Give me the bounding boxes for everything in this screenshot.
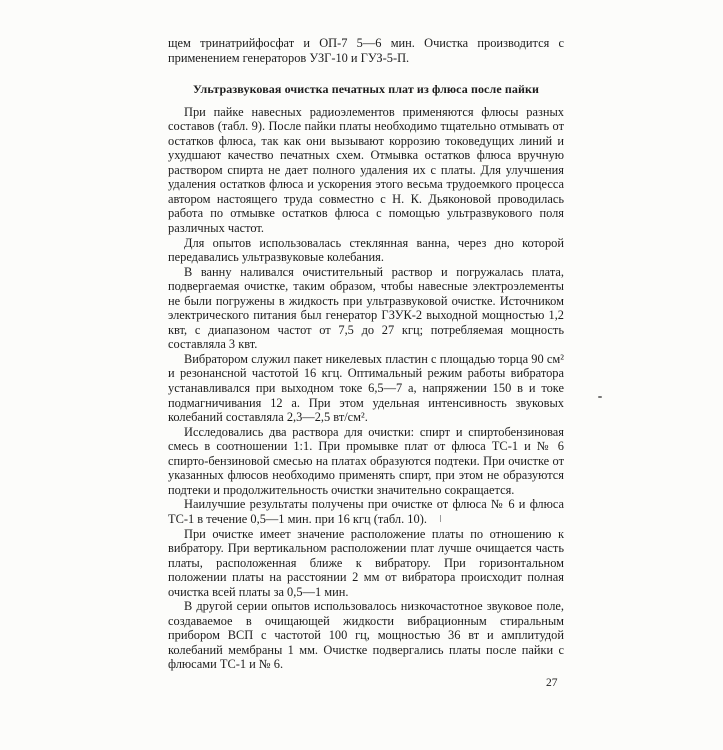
paragraph-6: Наилучшие результаты получены при очистке от флюса № 6 и флюса ТС-1 в течение 0,5—1 мин. при 16 кгц (табл. 10). xyxy=(168,497,564,526)
paragraph-3: В ванну наливался очистительный раствор и погружалась плата, подвергаемая очистке, таким образом, чтобы навесные электроэлементы не были погружены в жидкость при ультразвуковой очистке. Источником электрического питания был генератор ГЗУК-2 выходной мощностью 1,2 квт, с диапазоном частот от 7,5 до 27 кгц; потребляемая мощность составляла 3 квт. xyxy=(168,264,564,352)
paragraph-7: При очистке имеет значение расположение платы по отношению к вибратору. При вертикальном расположении плат лучше очищается часть платы, расположенная ближе к вибратору. При горизонтальном положении платы на расстоянии 2 мм от вибратора происходит полная очистка всей платы за 0,5—1 мин. xyxy=(168,526,564,599)
paragraph-2: Для опытов использовалась стеклянная ванна, через дно которой передавались ультразвуковые колебания. xyxy=(168,235,564,265)
text-column xyxy=(168,36,564,672)
paragraph-4: Вибратором служил пакет никелевых пластин с площадью торца 90 см² и резонансной частотой 16 кгц. Оптимальный режим работы вибратора устанавливался при выходном токе 6,5—7 а, напряжении 150 в и токе подмагничивания 12 а. При этом удельная интенсивность звуковых колебаний составляла 2,3—2,5 вт/см². xyxy=(168,351,564,425)
paragraph-8: В другой серии опытов использовалось низкочастотное звуковое поле, создаваемое в очищающей жидкости вибрационным стиральным прибором ВСП с частотой 100 гц, мощностью 36 вт и амплитудой колебаний мембраны 1 мм. Очистке подвергались платы после пайки с флюсами ТС-1 и № 6. xyxy=(168,599,564,672)
paragraph-5: Исследовались два раствора для очистки: спирт и спиртобензиновая смесь в соотношении 1:1. При промывке плат от флюса ТС-1 и № 6 спирто-бензиновой смесью на платах образуются подтеки. При очистке от указанных флюсов необходимо применять спирт, при этом не образуются подтеки и продолжительность очистки значительно сокращается. xyxy=(168,424,564,497)
section-heading: Ультразвуковая очистка печатных плат из флюса после пайки xyxy=(192,82,539,97)
scan-mark-tick xyxy=(440,515,441,522)
continued-paragraph: щем тринатрийфосфат и ОП-7 5—6 мин. Очистка производится с применением генераторов УЗГ-10 и ГУЗ-5-П. xyxy=(168,36,564,65)
page-number: 27 xyxy=(546,677,558,689)
scan-mark xyxy=(598,396,602,398)
paragraph-1: При пайке навесных радиоэлементов применяются флюсы разных составов (табл. 9). После пайки платы необходимо тщательно отмывать от остатков флюса, так как они вызывают коррозию токоведущих линий и ухудшают качество печатных схем. Отмывка остатков флюса вручную раствором спирта не дает полного удаления их с платы. Для улучшения удаления остатков флюса и ускорения этого весьма трудоемкого процесса автором настоящего труда совместно с Н. К. Дьяконовой проводилась работа по отмывке остатков флюса с помощью ультразвукового поля различных частот. xyxy=(168,104,564,236)
